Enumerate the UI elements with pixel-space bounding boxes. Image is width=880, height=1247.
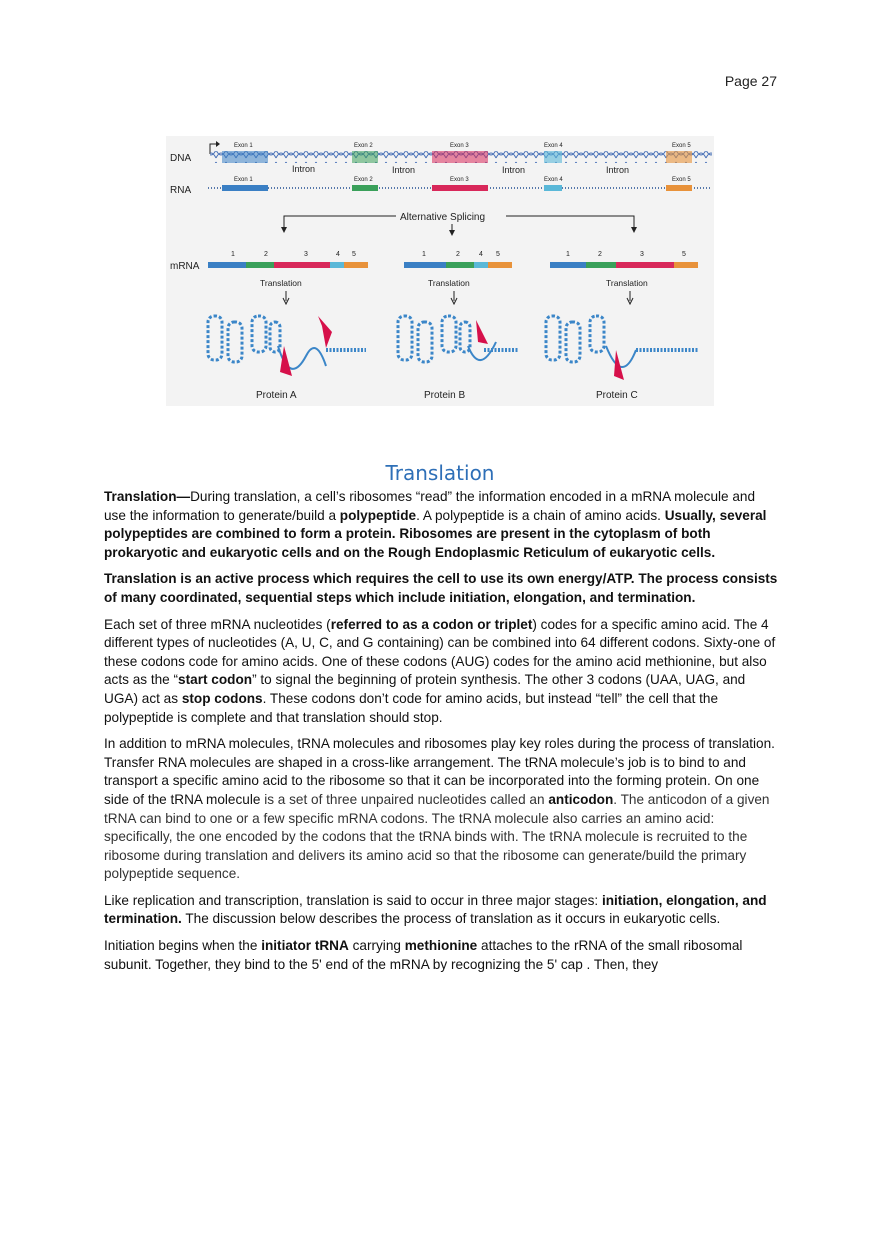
mrna-a-exon-5: [344, 262, 368, 268]
rna-exon-3: [432, 185, 488, 191]
p6-text-e: attaches to the rRNA of the small ribosomal subunit. Together, they bind to the 5' end of the mRNA by recognizing the 5' cap . Then, they: [104, 938, 743, 972]
term-stages: initiation, elongation, and termination.: [104, 892, 767, 927]
translation-label-a: Translation: [260, 278, 302, 288]
p1-text-bold: Usually, several polypeptides are combined to form a protein. Ribosomes are present in the cytoplasm of both prokaryotic and eukaryotic cells and on the Rough Endoplasmic Reticulum of eukaryotic cells.: [104, 507, 767, 560]
dna-exon-1-label: Exon 1: [234, 143, 253, 149]
protein-a-structure: [208, 316, 366, 376]
mrna-c-num-1: 1: [566, 251, 570, 258]
translation-label-c: Translation: [606, 278, 648, 288]
mrna-a-exon-2: [246, 262, 274, 268]
dna-exon-3-label: Exon 3: [450, 143, 469, 149]
mrna-b-exon-4: [474, 262, 488, 268]
mrna-a-exon-3: [274, 262, 330, 268]
translation-label-b: Translation: [428, 278, 470, 288]
mrna-b-exon-2: [446, 262, 474, 268]
mrna-c-exon-3: [616, 262, 674, 268]
mrna-b-exon-5: [488, 262, 512, 268]
dna-exon-4: [544, 151, 562, 163]
term-codon: referred to as a codon or triplet: [330, 616, 533, 632]
rna-exon-1-label: Exon 1: [234, 177, 253, 183]
paragraph-active-process: Translation is an active process which requires the cell to use its own energy/ATP. The process consists of many coordinated, sequential steps which include initiation, elongation, and termination.: [104, 571, 778, 605]
rna-exon-5-label: Exon 5: [672, 177, 691, 183]
alternative-splicing-label: Alternative Splicing: [400, 212, 486, 223]
intron-label-3: Intron: [502, 165, 526, 175]
splicing-arrow-icon: [281, 227, 637, 233]
paragraph-stages: [104, 892, 780, 929]
term-stop-codons: stop codons: [181, 690, 263, 706]
intron-label-2: Intron: [392, 165, 416, 175]
p3-text-c: ) codes for a specific amino acid. The 4 different types of nucleotides (A, U, C, and G containing) can be combined into 64 different codons. Sixty-one of these codons code for amino acids. One of these codons (AUG) codes for the amino acid methionine, but also acts as the “: [104, 616, 776, 688]
mrna-a-exon-4: [330, 262, 344, 268]
rna-exon-4-label: Exon 4: [544, 177, 563, 183]
p3-text-e: ” to signal the beginning of protein synthesis. The other 3 codons (UAA, UAG, and UGA) act as: [104, 672, 746, 706]
intron-label-1: Intron: [292, 164, 316, 174]
mrna-c-exon-1: [550, 262, 586, 268]
mrna-c-num-5: 5: [682, 251, 686, 258]
dna-exon-2-label: Exon 2: [354, 143, 373, 149]
term-translation: Translation—: [104, 489, 191, 504]
p4-text-a: In addition to mRNA molecules, tRNA molecules and ribosomes play key roles during the process of translation. Transfer RNA molecules are shaped in a cross-like arrangement. The tRNA molecule’s job is to bind to and transport a specific amino acid to the ribosome so that it can be incorporated into the forming protein. On one side of the tRNA molecule: [104, 736, 775, 807]
start-arrow-head-icon: [216, 141, 220, 147]
splicing-center-arrowhead-icon: [449, 230, 455, 236]
rna-label: RNA: [170, 185, 192, 196]
dna-exon-5-label: Exon 5: [672, 143, 691, 149]
protein-b-structure: [398, 316, 518, 362]
dna-label: DNA: [170, 153, 192, 164]
dna-exon-5: [666, 151, 692, 163]
p6-text-c: carrying: [348, 938, 405, 954]
paragraph-translation-definition: [104, 488, 780, 562]
rna-exon-5: [666, 185, 692, 191]
rna-exon-1: [222, 185, 268, 191]
p6-text-a: Initiation begins when the: [104, 938, 262, 954]
section-heading: Translation: [385, 461, 495, 485]
p3-text-g: . These codons don’t code for amino acids, but instead “tell” the cell that the polypeptide is complete and that translation should stop.: [104, 690, 719, 725]
mrna-b-num-2: 2: [456, 251, 460, 258]
p5-text-c: The discussion below describes the process of translation as it occurs in eukaryotic cells.: [181, 911, 721, 927]
p1-text-c: . A polypeptide is a chain of amino acids.: [416, 507, 665, 523]
mrna-c-num-2: 2: [598, 251, 602, 258]
mrna-a-num-4: 4: [336, 251, 340, 258]
mrna-a-num-3: 3: [304, 251, 308, 258]
mrna-a-num-1: 1: [231, 251, 235, 258]
mrna-a-exon-1: [208, 262, 246, 268]
term-polypeptide: polypeptide: [339, 507, 417, 523]
dna-exon-1: [222, 151, 268, 163]
paragraph-initiation: [104, 937, 780, 974]
term-methionine: methionine: [404, 938, 478, 954]
alternative-splicing-figure: [166, 136, 714, 406]
paragraph-trna: [104, 735, 780, 884]
term-start-codon: start codon: [178, 672, 253, 688]
p4-text-b: is a set of three unpaired nucleotides called an: [264, 791, 549, 807]
mrna-c-num-3: 3: [640, 251, 644, 258]
mrna-a-num-2: 2: [264, 251, 268, 258]
page-number: Page 27: [724, 73, 777, 89]
term-anticodon: anticodon: [548, 791, 614, 807]
protein-b-label: Protein B: [424, 390, 466, 401]
rna-exon-3-label: Exon 3: [450, 177, 469, 183]
mrna-b-num-4: 4: [479, 251, 483, 258]
p4-text-d: . The anticodon of a given tRNA can bind to one or a few specific mRNA codons. The tRNA molecule also carries an amino acid: specifically, the one encoded by the codons that the tRNA binds with. The tRNA molecule is recruited to the ribosome during translation and delivers its amino acid so that the ribosome can generate/build the primary polypeptide sequence.: [104, 791, 770, 882]
dna-exon-3: [432, 151, 488, 163]
dna-exon-4-label: Exon 4: [544, 143, 563, 149]
dna-exon-2: [352, 151, 378, 163]
mrna-c-exon-2: [586, 262, 616, 268]
rna-exon-2-label: Exon 2: [354, 177, 373, 183]
paragraph-codons: [104, 616, 780, 728]
rna-exon-4: [544, 185, 562, 191]
body-text: [104, 488, 780, 982]
mrna-a-num-5: 5: [352, 251, 356, 258]
translation-arrow-icon: [283, 291, 633, 304]
mrna-b-exon-1: [404, 262, 446, 268]
p5-text-a: Like replication and transcription, translation is said to occur in three major stages:: [104, 892, 602, 908]
mrna-c-exon-5: [674, 262, 698, 268]
p3-text-a: Each set of three mRNA nucleotides (: [104, 616, 331, 632]
intron-label-4: Intron: [606, 165, 630, 175]
mrna-label: mRNA: [170, 261, 200, 272]
protein-c-label: Protein C: [596, 390, 638, 401]
term-initiator-trna: initiator tRNA: [261, 938, 349, 954]
protein-c-structure: [546, 316, 698, 380]
rna-exon-2: [352, 185, 378, 191]
protein-a-label: Protein A: [256, 390, 297, 401]
p1-text-a: During translation, a cell’s ribosomes “read” the information encoded in a mRNA molecule and use the information to generate/build a: [104, 489, 756, 523]
mrna-b-num-5: 5: [496, 251, 500, 258]
mrna-b-num-1: 1: [422, 251, 426, 258]
